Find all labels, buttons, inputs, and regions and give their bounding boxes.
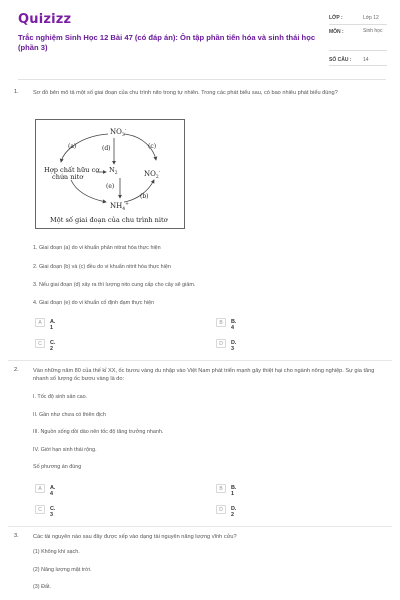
statement: III. Nguồn sống dồi dào nên tốc độ tăng trưởng nhanh. (33, 429, 164, 435)
nitrogen-cycle-diagram (35, 119, 185, 229)
question-number: 3. (14, 533, 19, 539)
count-label: SỐ CÂU : (329, 57, 352, 63)
statement: II. Gần như chưa có thiên địch (33, 412, 106, 418)
question-text: Vào những năm 80 của thế kỉ XX, ốc bươu vàng du nhập vào Việt Nam phát triển mạnh gây thiệt hại cho ngành nông nghiệp. Sự gia tăng nhanh số lượng ốc bươu vàng là do: (33, 368, 375, 382)
meta-divider (329, 65, 387, 66)
option-text: C. 2 (50, 340, 56, 352)
grade-value: Lớp 12 (363, 15, 379, 21)
arrow-h (124, 180, 154, 202)
statement: Số phương án đúng (33, 464, 82, 470)
quizizz-logo: Quizizz (18, 12, 72, 27)
option-text: C. 3 (50, 506, 56, 518)
label-d: (d) (102, 145, 111, 152)
compound-label: Hợp chất hữu cơ (44, 166, 100, 174)
statement: (2) Năng lượng mặt trời. (33, 567, 92, 573)
worksheet-meta (329, 15, 387, 68)
count-value: 14 (363, 57, 369, 63)
statement: 4. Giai đoạn (e) do vi khuẩn cố định đạm thực hiện (33, 300, 155, 306)
n2-label: $N_2$ (109, 166, 118, 176)
diagram-caption: Một số giai đoạn của chu trình nitơ (50, 216, 168, 224)
compound-label-2: chứa nitơ (52, 173, 84, 181)
header-divider (18, 79, 386, 80)
meta-divider (329, 50, 387, 51)
arrow-lower-left (71, 180, 106, 202)
label-c: (c) (148, 143, 157, 150)
question-divider (8, 526, 392, 527)
subject-value: Sinh học (363, 28, 383, 34)
grade-label: LỚP : (329, 15, 343, 21)
label-a: (a) (68, 143, 77, 150)
nh4-label: $NH_4^+$ (110, 202, 129, 212)
nitrogen-cycle-svg (36, 120, 186, 230)
label-b: (b) (140, 193, 149, 200)
statement: IV. Giới hạn sinh thái rộng. (33, 447, 97, 453)
question-number: 2. (14, 367, 19, 373)
option-letter: A (35, 484, 45, 493)
statement: 3. Nếu giai đoạn (d) xảy ra thì lượng nito cung cấp cho cây sẽ giảm. (33, 282, 196, 288)
statement: 1. Giai đoạn (a) do vi khuẩn phản nitrat hóa thực hiện (33, 245, 161, 251)
option-letter: D (216, 339, 226, 348)
no3-label: $NO_3^-$ (110, 128, 127, 138)
meta-divider (329, 24, 387, 25)
worksheet-header (0, 0, 400, 86)
option-text: B. 1 (231, 485, 237, 497)
option-letter: C (35, 505, 45, 514)
statement: (1) Không khí sạch. (33, 549, 80, 555)
question-text: Sơ đồ bên mô tả một số giai đoạn của chu trình nito trong tự nhiên. Trong các phát biểu sau, có bao nhiêu phát biểu đúng? (33, 90, 338, 96)
option-letter: A (35, 318, 45, 327)
option-text: A. 4 (50, 485, 56, 497)
option-text: B. 4 (231, 319, 237, 331)
option-letter: C (35, 339, 45, 348)
option-text: A. 1 (50, 319, 56, 331)
page-title: Trắc nghiệm Sinh Học 12 Bài 47 (có đáp án): Ôn tập phần tiến hóa và sinh thái học (phần 3) (18, 33, 316, 52)
no2-label: $NO_2^-$ (144, 170, 161, 180)
label-e: (e) (106, 183, 115, 190)
question-number: 1. (14, 89, 19, 95)
subject-label: MÔN : (329, 29, 344, 35)
option-text: D. 2 (231, 506, 237, 518)
option-letter: B (216, 484, 226, 493)
statement: (3) Đất. (33, 584, 51, 590)
option-letter: D (216, 505, 226, 514)
question-text: Các tài nguyên nào sau đây được xếp vào dạng tài nguyên năng lượng vĩnh cửu? (33, 534, 237, 540)
option-text: D. 3 (231, 340, 237, 352)
option-letter: B (216, 318, 226, 327)
statement: 2. Giai đoạn (b) và (c) đều do vi khuẩn nitrit hóa thực hiện (33, 264, 171, 270)
question-divider (8, 360, 392, 361)
statement: I. Tốc độ sinh sản cao. (33, 394, 88, 400)
